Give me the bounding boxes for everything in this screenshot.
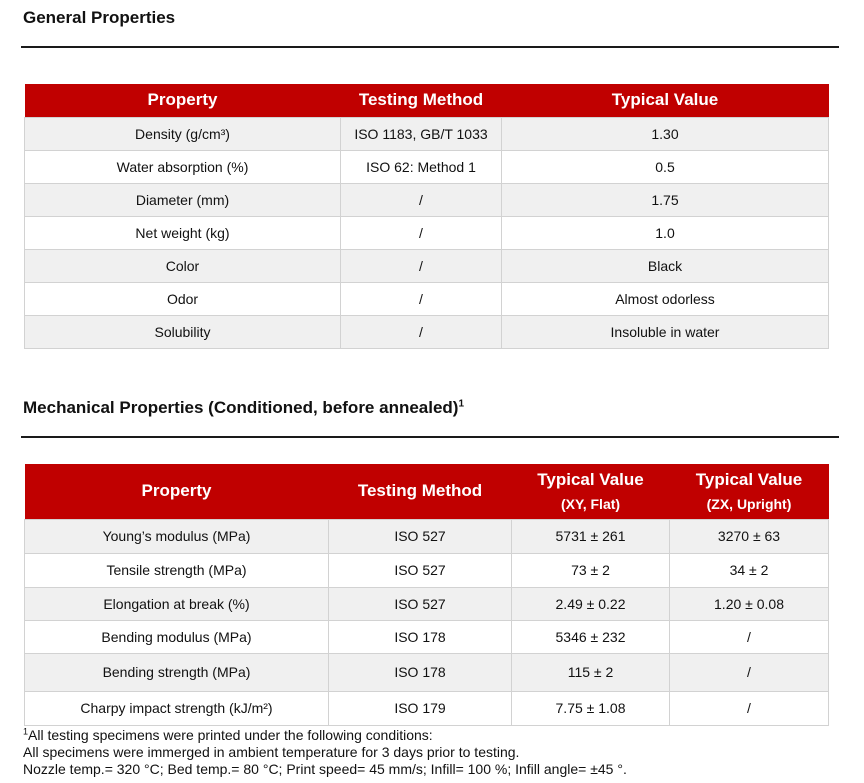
property-cell: Elongation at break (%) (25, 587, 329, 620)
general-properties-table (24, 84, 829, 349)
value-cell: 1.0 (502, 216, 829, 249)
table-row (25, 519, 829, 553)
value-cell: 1.75 (502, 183, 829, 216)
value-cell: 0.5 (502, 150, 829, 183)
table-row (25, 249, 829, 282)
method-cell: / (341, 315, 502, 348)
table-row (25, 587, 829, 620)
mechanical-divider (21, 436, 839, 438)
header-testing-method: Testing Method (329, 464, 512, 519)
xy-value-cell: 115 ± 2 (512, 653, 670, 691)
table-row (25, 691, 829, 725)
value-cell: Insoluble in water (502, 315, 829, 348)
method-cell: ISO 527 (329, 553, 512, 587)
general-properties-title (23, 8, 175, 28)
method-cell: ISO 62: Method 1 (341, 150, 502, 183)
property-cell: Color (25, 249, 341, 282)
property-cell: Bending strength (MPa) (25, 653, 329, 691)
value-cell: Almost odorless (502, 282, 829, 315)
method-cell: / (341, 282, 502, 315)
method-cell: ISO 527 (329, 519, 512, 553)
header-typical-value-zx-main: Typical Value (695, 470, 803, 490)
table-row (25, 183, 829, 216)
table-row (25, 653, 829, 691)
table-row (25, 282, 829, 315)
footnote-marker: 1 (458, 398, 465, 410)
header-typical-value-xy-main: Typical Value (537, 470, 644, 490)
table-row (25, 117, 829, 150)
header-typical-value: Typical Value (502, 84, 829, 117)
property-cell: Bending modulus (MPa) (25, 620, 329, 653)
property-cell: Solubility (25, 315, 341, 348)
table-row (25, 315, 829, 348)
mechanical-properties-table (24, 464, 829, 726)
zx-value-cell: 1.20 ± 0.08 (670, 587, 829, 620)
zx-value-cell: 34 ± 2 (670, 553, 829, 587)
method-cell: ISO 527 (329, 587, 512, 620)
property-cell: Water absorption (%) (25, 150, 341, 183)
method-cell: ISO 179 (329, 691, 512, 725)
table-header-row (25, 84, 829, 117)
general-divider (21, 46, 839, 48)
zx-value-cell: / (670, 691, 829, 725)
header-property: Property (25, 464, 329, 519)
xy-value-cell: 5346 ± 232 (512, 620, 670, 653)
value-cell: Black (502, 249, 829, 282)
table-row (25, 553, 829, 587)
footnote-line-3: Nozzle temp.= 320 °C; Bed temp.= 80 °C; Print speed= 45 mm/s; Infill= 100 %; Infill angle= ±45 °. (23, 761, 627, 777)
xy-value-cell: 2.49 ± 0.22 (512, 587, 670, 620)
mechanical-properties-title (23, 398, 464, 418)
method-cell: / (341, 249, 502, 282)
method-cell: ISO 178 (329, 653, 512, 691)
footnote (23, 727, 627, 778)
method-cell: / (341, 183, 502, 216)
xy-value-cell: 73 ± 2 (512, 553, 670, 587)
method-cell: / (341, 216, 502, 249)
header-typical-value-zx (670, 464, 829, 519)
method-cell: ISO 178 (329, 620, 512, 653)
footnote-line-2: All specimens were immerged in ambient temperature for 3 days prior to testing. (23, 744, 520, 760)
general-properties-title-text: General Properties (23, 8, 176, 27)
table-header-row (25, 464, 829, 519)
header-property: Property (25, 84, 341, 117)
property-cell: Young’s modulus (MPa) (25, 519, 329, 553)
footnote-marker: 1 (23, 726, 29, 737)
zx-value-cell: / (670, 653, 829, 691)
property-cell: Tensile strength (MPa) (25, 553, 329, 587)
property-cell: Charpy impact strength (kJ/m²) (25, 691, 329, 725)
header-typical-value-zx-sub: (ZX, Upright) (706, 496, 792, 513)
table-row (25, 216, 829, 249)
xy-value-cell: 5731 ± 261 (512, 519, 670, 553)
zx-value-cell: 3270 ± 63 (670, 519, 829, 553)
property-cell: Diameter (mm) (25, 183, 341, 216)
table-row (25, 620, 829, 653)
zx-value-cell: / (670, 620, 829, 653)
mechanical-properties-title-text: Mechanical Properties (Conditioned, before annealed) (23, 398, 459, 417)
xy-value-cell: 7.75 ± 1.08 (512, 691, 670, 725)
value-cell: 1.30 (502, 117, 829, 150)
property-cell: Net weight (kg) (25, 216, 341, 249)
property-cell: Odor (25, 282, 341, 315)
header-typical-value-xy-sub: (XY, Flat) (560, 496, 621, 513)
method-cell: ISO 1183, GB/T 1033 (341, 117, 502, 150)
table-row (25, 150, 829, 183)
header-typical-value-xy (512, 464, 670, 519)
property-cell: Density (g/cm³) (25, 117, 341, 150)
footnote-line-1: $^1$All testing specimens were printed under the following conditions: (23, 726, 433, 743)
header-testing-method: Testing Method (341, 84, 502, 117)
